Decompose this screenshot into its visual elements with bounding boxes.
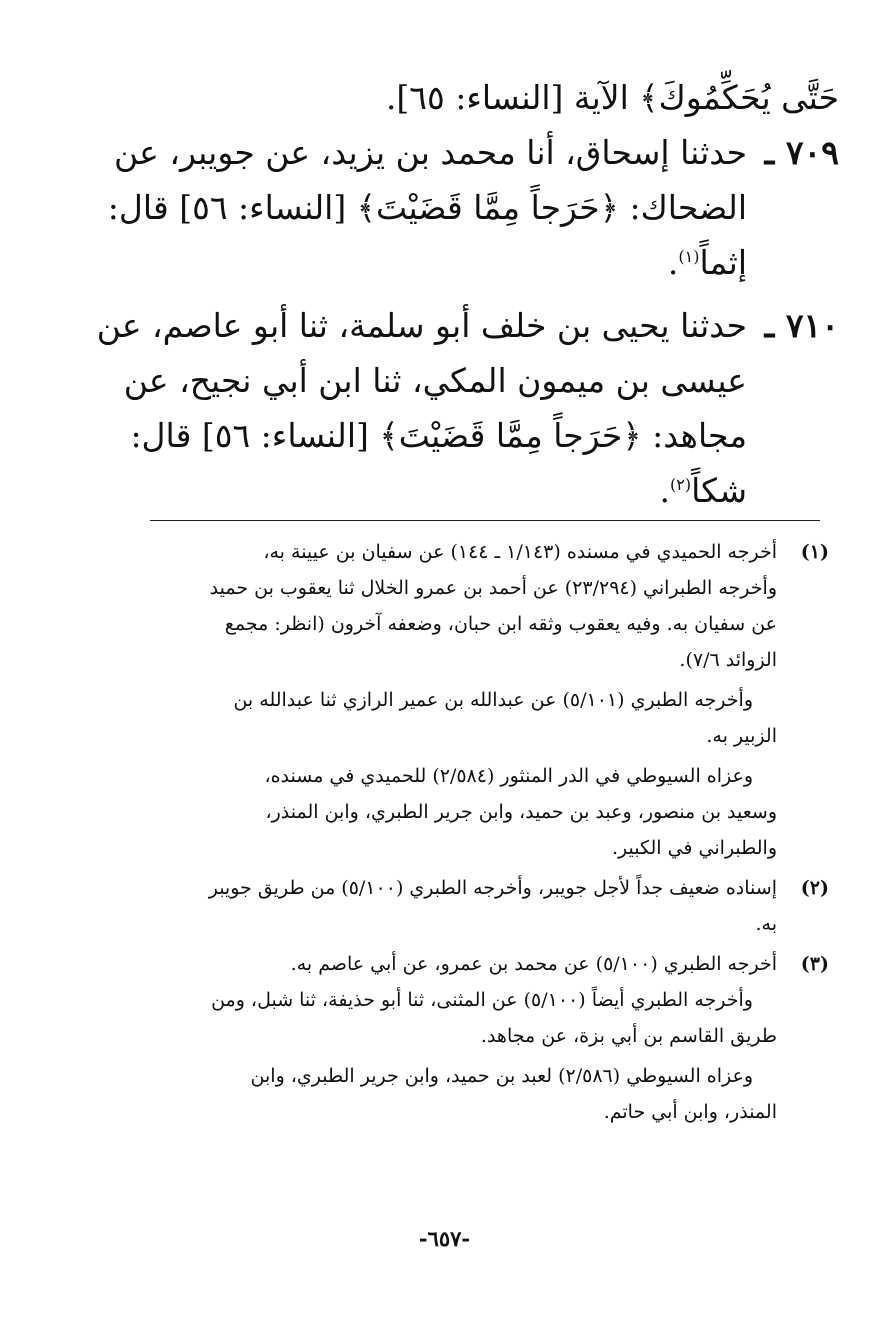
footnote-line: وعزاه السيوطي في الدر المنثور (٢/٥٨٤) للحميدي في مسنده،	[264, 765, 753, 787]
footnote-1	[109, 534, 829, 866]
footnote-ref[interactable]: (٢)	[669, 475, 692, 494]
page-number: -٦٥٧-	[418, 1226, 471, 1251]
footnote-number: (٢)	[800, 877, 829, 899]
hadith-word: إثماً	[699, 243, 747, 282]
footnote-number: (١)	[800, 541, 829, 563]
footnote-line: به.	[755, 913, 777, 935]
footnote-line: إسناده ضعيف جداً لأجل جويبر، وأخرجه الطبري (٥/١٠٠) من طريق جويبر	[208, 877, 777, 899]
hadith-number: ٧١٠ ـ	[764, 306, 839, 345]
footnote-2	[109, 870, 829, 942]
footnote-number: (٣)	[800, 953, 829, 975]
footnote-line: الزبير به.	[706, 725, 777, 747]
hadith-text-line: الضحاك: ﴿حَرَجاً مِمَّا قَضَيْتَ﴾ [النساء: ٥٦] قال:	[107, 188, 747, 227]
hadith-text-line: حدثنا إسحاق، أنا محمد بن يزيد، عن جويبر، عن	[114, 133, 747, 172]
hadith-710	[49, 298, 839, 518]
footnote-line: طريق القاسم بن أبي بزة، عن مجاهد.	[480, 1025, 777, 1047]
intro-line: حَتَّى يُحَكِّمُوكَ﴾ الآية [النساء: ٦٥].	[385, 78, 839, 117]
footnote-line: وعزاه السيوطي (٢/٥٨٦) لعبد بن حميد، وابن جرير الطبري، وابن	[250, 1065, 753, 1087]
footnote-3	[109, 946, 829, 1130]
hadith-709	[49, 125, 839, 290]
footnote-line: عن سفيان به. وفيه يعقوب وثقه ابن حبان، وضعفه آخرون (انظر: مجمع	[224, 613, 777, 635]
footnote-line: المنذر، وابن أبي حاتم.	[603, 1101, 777, 1123]
hadith-text-line: مجاهد: ﴿حَرَجاً مِمَّا قَضَيْتَ﴾ [النساء: ٥٦] قال:	[130, 416, 747, 455]
footnote-line: وأخرجه الطبري (٥/١٠١) عن عبدالله بن عمير الرازي ثنا عبدالله بن	[233, 689, 753, 711]
period: .	[659, 471, 670, 510]
footnote-line: أخرجه الطبري (٥/١٠٠) عن محمد بن عمرو، عن أبي عاصم به.	[290, 953, 777, 975]
hadith-text-line: عيسى بن ميمون المكي، ثنا ابن أبي نجيح، عن	[123, 361, 747, 400]
footnote-line: والطبراني في الكبير.	[612, 837, 777, 859]
footnote-divider	[150, 520, 820, 521]
main-text	[49, 70, 839, 518]
hadith-text-line	[49, 463, 839, 518]
hadith-word: شكاً	[691, 471, 747, 510]
footnote-line: وأخرجه الطبراني (٢٣/٢٩٤) عن أحمد بن عمرو الخلال ثنا يعقوب بن حميد	[209, 577, 777, 599]
hadith-number: ٧٠٩ ـ	[764, 133, 839, 172]
footnote-line: وأخرجه الطبري أيضاً (٥/١٠٠) عن المثنى، ثنا أبو حذيفة، ثنا شبل، ومن	[211, 989, 753, 1011]
hadith-text-line	[49, 235, 839, 290]
footnotes	[109, 534, 829, 1130]
footnote-line: أخرجه الحميدي في مسنده (١/١٤٣ ـ ١٤٤) عن سفيان بن عيينة به،	[263, 541, 777, 563]
hadith-text-line: حدثنا يحيى بن خلف أبو سلمة، ثنا أبو عاصم، عن	[96, 306, 747, 345]
footnote-line: الزوائد ٧/٦).	[679, 649, 777, 671]
footnote-ref[interactable]: (١)	[678, 247, 700, 266]
period: .	[667, 243, 679, 282]
footnote-line: وسعيد بن منصور، وعبد بن حميد، وابن جرير الطبري، وابن المنذر،	[265, 801, 777, 823]
